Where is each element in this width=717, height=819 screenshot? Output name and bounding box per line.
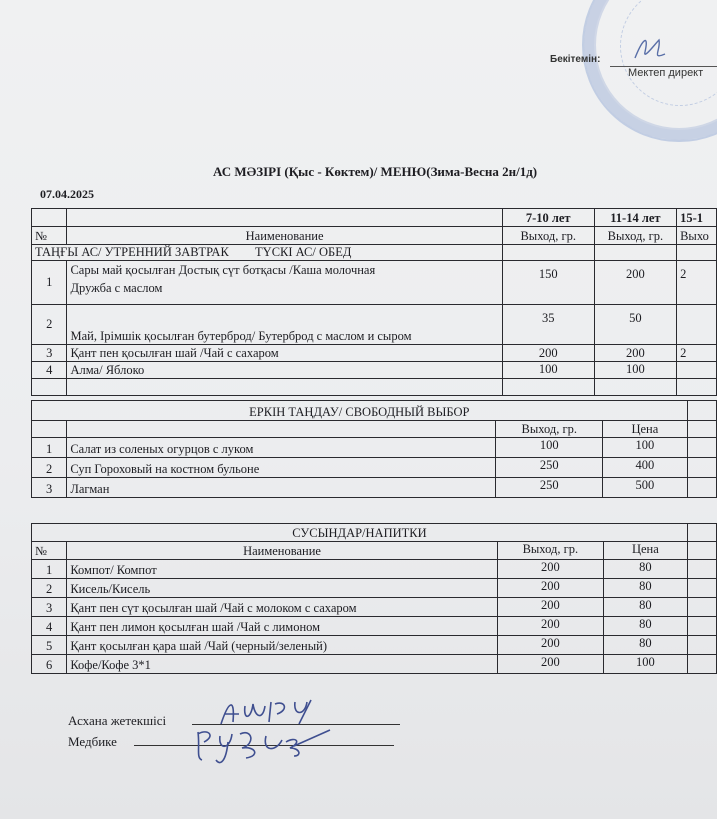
yield-value: 35 [502, 305, 594, 345]
drinks-header-row [32, 542, 717, 560]
drink-name: Қант пен сүт қосылған шай /Чай с молоком с сахаром [67, 598, 497, 617]
table-row [32, 478, 717, 498]
drink-name: Компот/ Компот [67, 560, 497, 579]
dish-name: Салат из соленых огурцов с луком [67, 438, 496, 458]
free-choice-header-row [32, 421, 717, 438]
col-yield-header: Выход, гр. [497, 542, 603, 560]
yield-value: 200 [594, 261, 676, 305]
drinks-title: СУСЫНДАР/НАПИТКИ [32, 524, 688, 542]
row-number: 2 [32, 579, 67, 598]
section-lunch: ТҮСКІ АС/ ОБЕД [255, 245, 352, 259]
drink-name: Қант пен лимон қосылған шай /Чай с лимоном [67, 617, 497, 636]
cook-label: Асхана жетекшісі [68, 713, 167, 728]
yield-value: 200 [497, 617, 603, 636]
row-number: 5 [32, 636, 67, 655]
yield-value: 200 [497, 579, 603, 598]
price-value: 100 [603, 655, 687, 674]
table-row [32, 598, 717, 617]
yield-value: 200 [497, 598, 603, 617]
price-value: 80 [603, 636, 687, 655]
director-signature [615, 30, 685, 70]
yield-header-1: Выход, гр. [502, 227, 594, 245]
dish-name: Қант пен қосылған шай /Чай с сахаром [67, 345, 502, 362]
table-row [32, 560, 717, 579]
price-value: 80 [603, 579, 687, 598]
age-group-2: 11-14 лет [594, 209, 676, 227]
free-choice-table [31, 400, 717, 498]
col-yield-header: Выход, гр. [496, 421, 603, 438]
yield-value: 250 [496, 458, 603, 478]
row-number: 1 [32, 261, 67, 305]
yield-header-3: Выхо [677, 227, 717, 245]
drink-name: Кисель/Кисель [67, 579, 497, 598]
row-number: 3 [32, 478, 67, 498]
dish-name: Май, Ірімшік қосылған бутерброд/ Бутерброд с маслом и сыром [67, 305, 502, 345]
row-number: 1 [32, 560, 67, 579]
drink-name: Қант қосылған қара шай /Чай (черный/зеленый) [67, 636, 497, 655]
dish-name: Сары май қосылған Достық сүт ботқасы /Каша молочная [70, 263, 376, 277]
yield-value: 100 [594, 362, 676, 379]
age-group-3: 15-1 [677, 209, 717, 227]
drink-name: Кофе/Кофе 3*1 [67, 655, 497, 674]
row-number: 3 [32, 345, 67, 362]
menu-title: АС МӘЗІРІ (Қыс - Көктем)/ МЕНЮ(Зима-Весна 2н/1д) [213, 164, 538, 179]
yield-value: 200 [594, 345, 676, 362]
nurse-signature [190, 722, 340, 768]
row-number: 1 [32, 438, 67, 458]
table-row [32, 579, 717, 598]
table-row [32, 438, 717, 458]
dish-name: Алма/ Яблоко [67, 362, 502, 379]
yield-value: 2 [677, 345, 717, 362]
price-value: 80 [603, 560, 687, 579]
drinks-table [31, 523, 717, 674]
col-no-header: № [32, 227, 67, 245]
col-price-header: Цена [603, 421, 688, 438]
col-name-header: Наименование [67, 542, 497, 560]
row-number: 4 [32, 617, 67, 636]
free-choice-title: ЕРКІН ТАҢДАУ/ СВОБОДНЫЙ ВЫБОР [32, 401, 688, 421]
price-value: 80 [603, 598, 687, 617]
table-row [32, 636, 717, 655]
col-price-header: Цена [603, 542, 687, 560]
dish-name: Лагман [67, 478, 496, 498]
age-group-1: 7-10 лет [502, 209, 594, 227]
row-number: 6 [32, 655, 67, 674]
dish-name-cont: Дружба с маслом [70, 281, 163, 295]
age-header-row [32, 209, 717, 227]
price-value: 500 [603, 478, 688, 498]
yield-header-2: Выход, гр. [594, 227, 676, 245]
column-header-row [32, 227, 717, 245]
table-row [32, 617, 717, 636]
row-number: 2 [32, 458, 67, 478]
section-row [32, 245, 717, 261]
free-choice-title-row [32, 401, 717, 421]
director-label: Мектеп директ [628, 67, 704, 79]
table-row [32, 305, 717, 345]
table-row [32, 458, 717, 478]
row-number: 2 [32, 305, 67, 345]
yield-value [677, 305, 717, 345]
row-number: 4 [32, 362, 67, 379]
yield-value: 200 [497, 636, 603, 655]
section-breakfast: ТАҢҒЫ АС/ УТРЕННИЙ ЗАВТРАК [35, 245, 229, 259]
approve-label: Бекітемін: [550, 54, 601, 65]
row-number: 3 [32, 598, 67, 617]
empty-row [32, 379, 717, 396]
table-row [32, 345, 717, 362]
yield-value: 100 [496, 438, 603, 458]
price-value: 100 [603, 438, 688, 458]
main-menu-table [31, 208, 717, 396]
yield-value: 200 [497, 560, 603, 579]
dish-name: Суп Гороховый на костном бульоне [67, 458, 496, 478]
nurse-label: Медбике [68, 734, 117, 749]
yield-value: 2 [677, 261, 717, 305]
price-value: 80 [603, 617, 687, 636]
table-row [32, 655, 717, 674]
yield-value: 50 [594, 305, 676, 345]
table-row [32, 261, 717, 305]
yield-value: 200 [502, 345, 594, 362]
yield-value [677, 362, 717, 379]
yield-value: 250 [496, 478, 603, 498]
yield-value: 150 [502, 261, 594, 305]
col-no-header: № [32, 542, 67, 560]
price-value: 400 [603, 458, 688, 478]
yield-value: 200 [497, 655, 603, 674]
drinks-title-row [32, 524, 717, 542]
menu-date: 07.04.2025 [40, 187, 94, 201]
col-name-header: Наименование [67, 227, 502, 245]
table-row [32, 362, 717, 379]
yield-value: 100 [502, 362, 594, 379]
